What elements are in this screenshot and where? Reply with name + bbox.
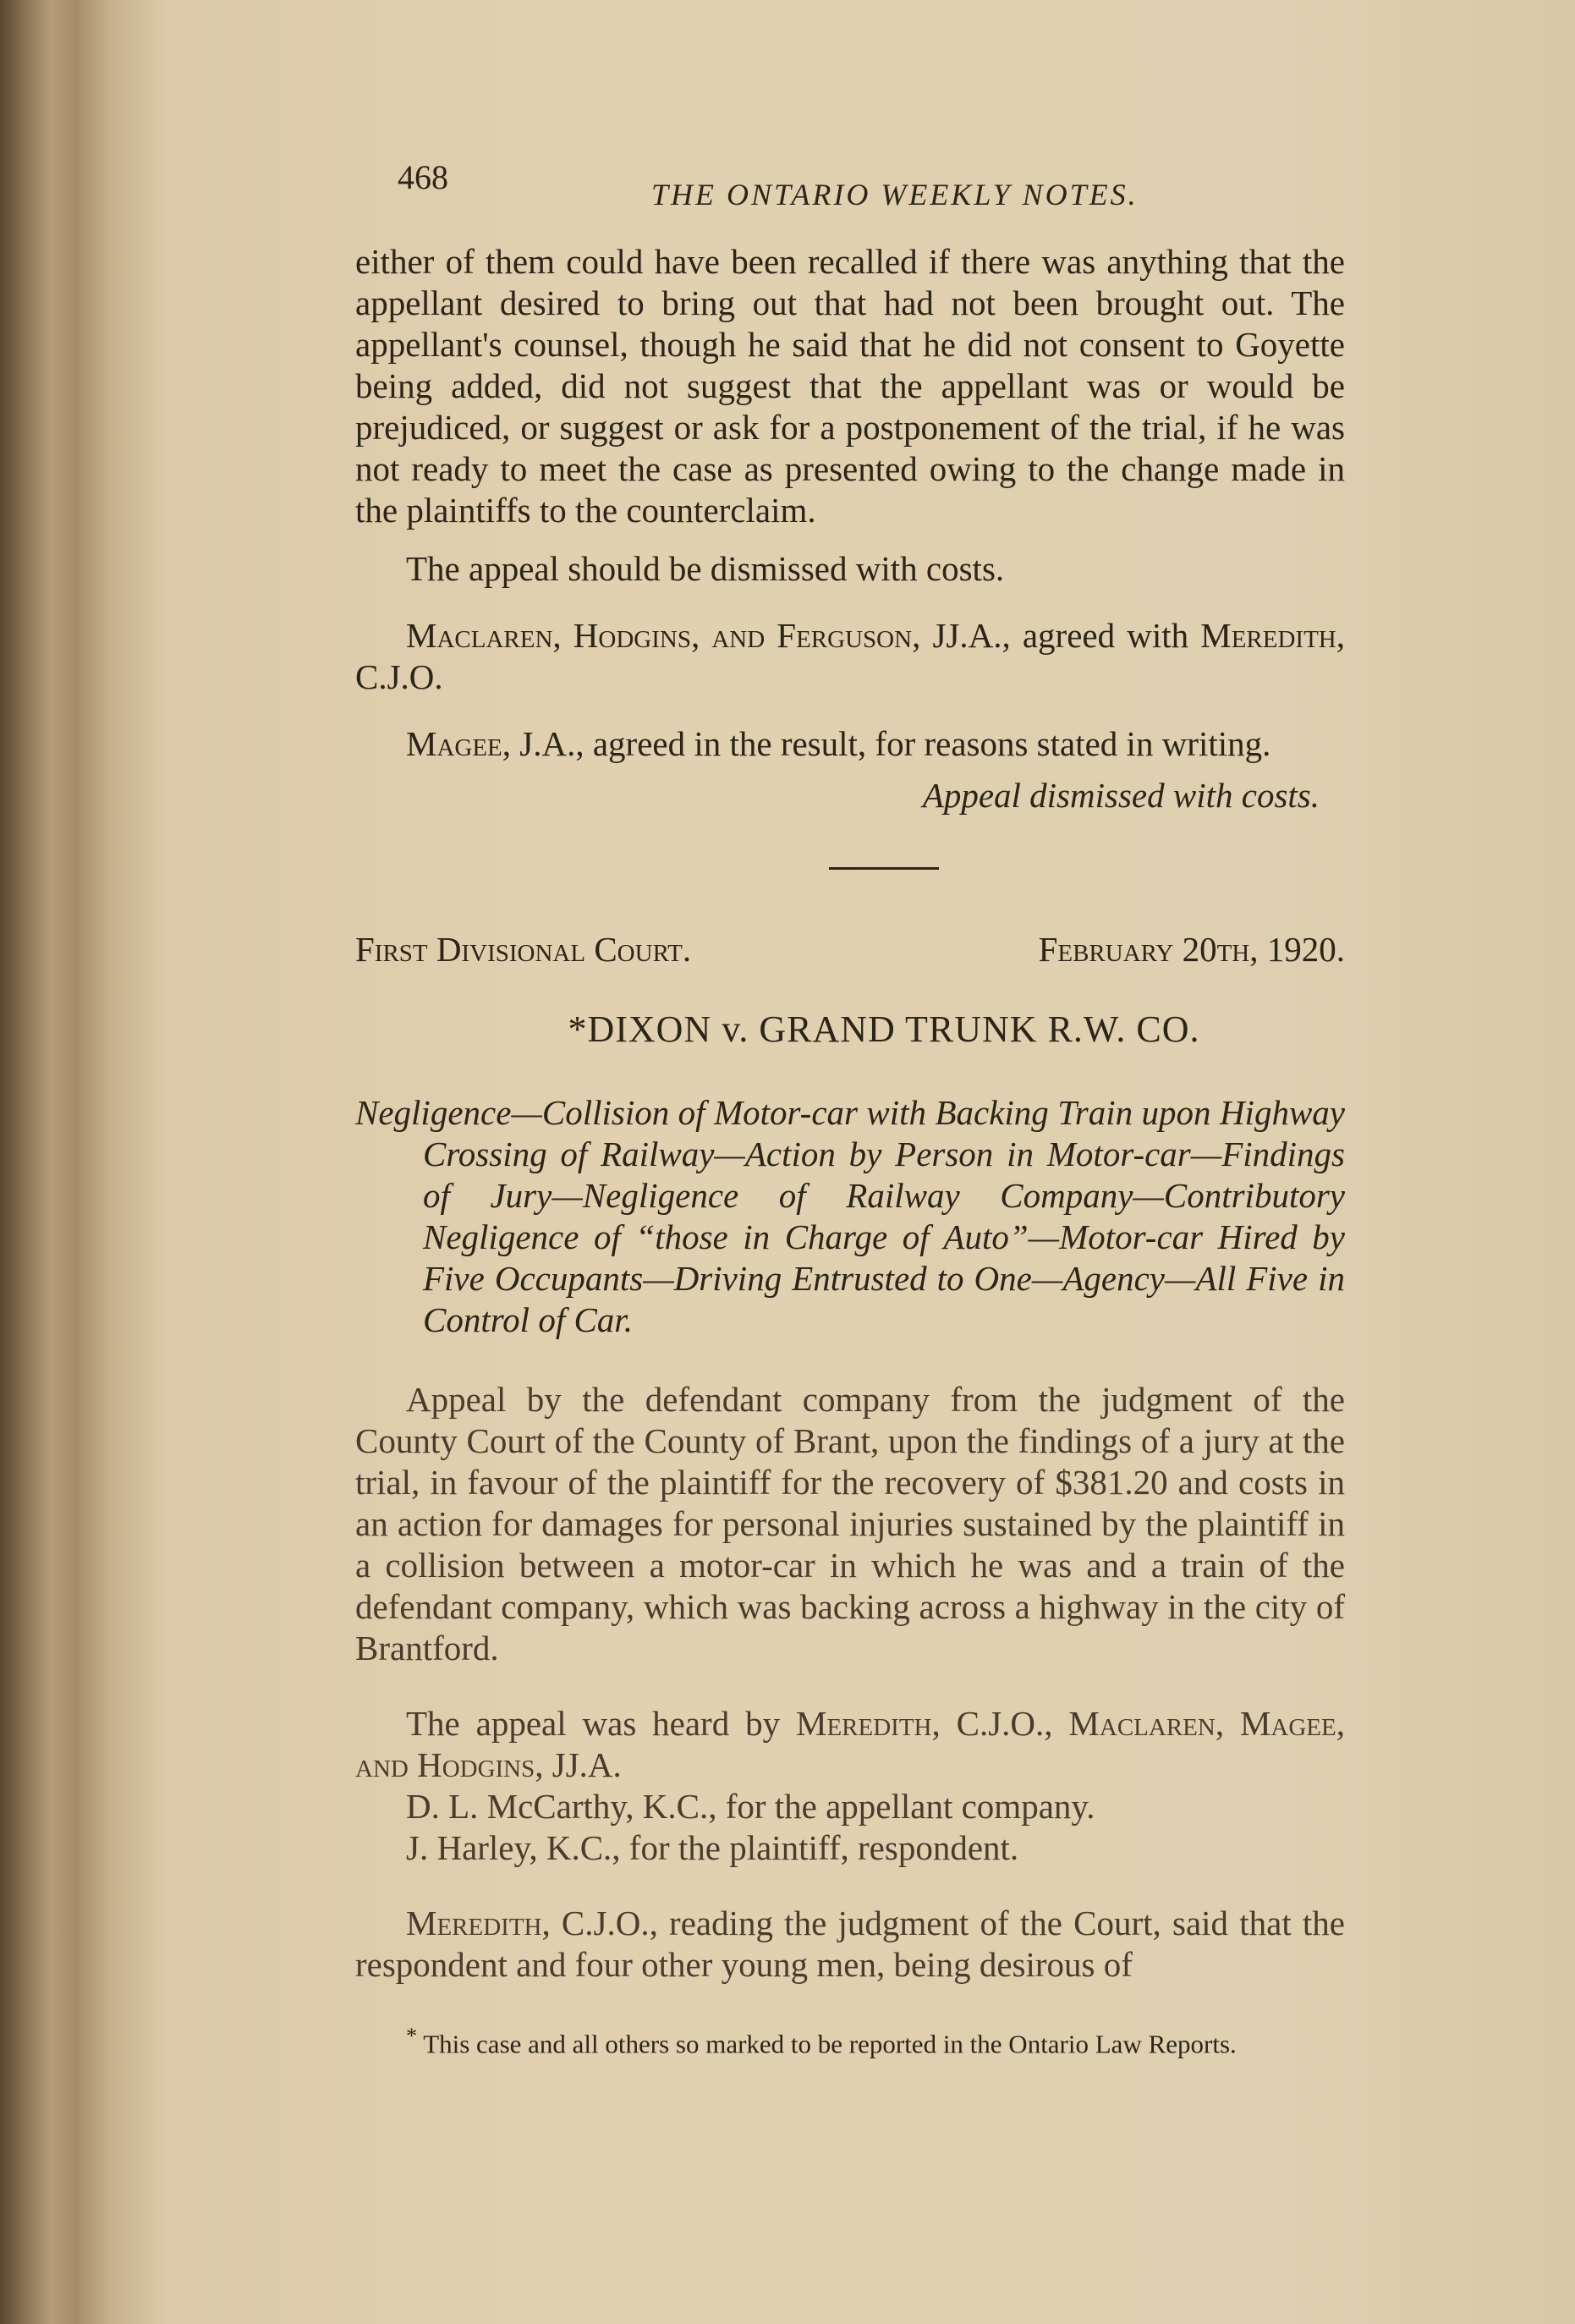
judges-suffix: , JJ.A., agreed with	[912, 616, 1201, 655]
page-header	[355, 144, 1413, 212]
footnote	[355, 2019, 1413, 2061]
footnote-marker: *	[406, 2024, 417, 2048]
section-divider	[829, 867, 939, 870]
court-line	[355, 929, 1413, 970]
agreement-paragraph	[355, 615, 1413, 698]
counsel-appellant: D. L. McCarthy, K.C., for the appellant company.	[406, 1787, 1095, 1826]
counsel-respondent: J. Harley, K.C., for the plaintiff, respondent.	[406, 1828, 1019, 1867]
chief-suffix: , C.J.O.	[355, 616, 1345, 696]
page-number: 468	[398, 158, 448, 196]
document-page	[355, 144, 1413, 2061]
magee-name: Magee	[406, 724, 502, 763]
result-line: Appeal dismissed with costs.	[922, 776, 1320, 815]
book-spine-shadow	[0, 0, 156, 2324]
magee-paragraph	[355, 723, 1413, 765]
footnote-text: This case and all others so marked to be reported in the Ontario Law Reports.	[417, 2029, 1237, 2059]
heard-prefix: The appeal was heard by	[406, 1704, 796, 1743]
continued-paragraph: either of them could have been recalled if there was anything that the appellant desired to bring out that had not been brought out. The appellant's counsel, though he said that he did not consent to Goyette being added, did not suggest that the appellant was or would be prejudiced, or suggest or ask for a postponement of the trial, if he was not ready to meet the case as presented owing to the change made in the plaintiffs to the counterclaim.	[355, 242, 1345, 530]
case-title: *DIXON v. GRAND TRUNK R.W. CO.	[568, 1008, 1200, 1050]
dismissal-sentence: The appeal should be dismissed with costs.	[406, 549, 1005, 588]
appeal-paragraph: Appeal by the defendant company from the judgment of the County Court of the County of Brant, upon the findings of a jury at the trial, in favour of the plaintiff for the recovery of $381.20 and costs in an action for damages for personal injuries sustained by the plaintiff in a collision between a motor-car in which he was and a train of the defendant company, which was backing across a highway in the city of Brantford.	[355, 1380, 1345, 1667]
court-name: First Divisional Court.	[355, 930, 692, 969]
heard-paragraph	[355, 1703, 1413, 1786]
headnote: Negligence—Collision of Motor-car with Backing Train upon Highway Crossing of Railway—Action by Person in Motor-car—Findings of Jury—Negligence of Railway Company—Contributory Negligence of “those in Charge of Auto”—Motor-car Hired by Five Occupants—Driving Entrusted to One—Agency—All Five in Control of Car.	[355, 1093, 1345, 1339]
chief-justice-name: Meredith	[1200, 616, 1336, 655]
judges-names: Maclaren, Hodgins, and Ferguson	[406, 616, 913, 655]
judgment-judge-name: Meredith	[406, 1904, 542, 1942]
judgment-paragraph	[355, 1903, 1413, 1986]
heard-judges: Meredith, C.J.O., Maclaren, Magee, and Hodgins, JJ.A.	[355, 1704, 1345, 1784]
decision-date: February 20th, 1920.	[1038, 930, 1345, 969]
running-head: THE ONTARIO WEEKLY NOTES.	[651, 178, 1139, 212]
judgment-text: , C.J.O., reading the judgment of the Court, said that the respondent and four other young men, being desirous of	[355, 1904, 1345, 1984]
magee-text: , J.A., agreed in the result, for reasons stated in writing.	[502, 724, 1271, 763]
